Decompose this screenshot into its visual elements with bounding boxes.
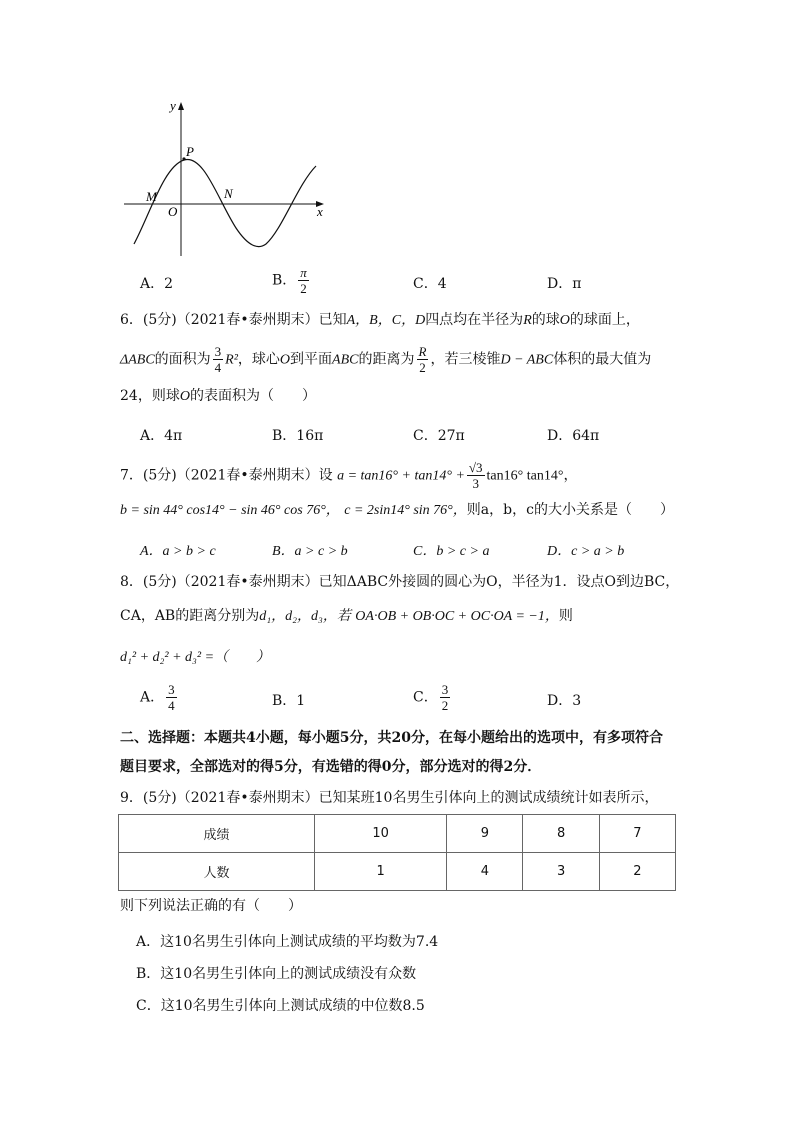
q6-frac-den: 4 xyxy=(214,360,222,375)
q6-option-d: D．64π xyxy=(547,428,600,444)
q8-option-c xyxy=(413,682,452,713)
q6-option-b: B．16π xyxy=(272,428,324,444)
q9-option-b: B．这10名男生引体向上的测试成绩没有众数 xyxy=(136,966,417,982)
q6-line2 xyxy=(120,344,651,375)
q8-option-d: D．3 xyxy=(547,693,582,709)
x-label: x xyxy=(317,204,323,219)
q6-o: O xyxy=(559,313,570,328)
table-cell: 3 xyxy=(523,853,599,891)
table-cell: 7 xyxy=(599,815,675,853)
q6-dabc: D − ABC xyxy=(500,352,554,368)
q7-option-c: C．b > c > a xyxy=(413,544,490,559)
q5-option-d: D．π xyxy=(547,276,582,292)
q6-rfrac-num: R xyxy=(418,344,427,359)
q7-expr-a2: tan16° tan14°， xyxy=(486,468,578,484)
q6-rfrac-den: 2 xyxy=(419,360,426,375)
q7-option-b: B．a > c > b xyxy=(272,544,348,559)
table-row xyxy=(119,815,676,853)
table-cell: 9 xyxy=(447,815,523,853)
q6-text-pyramid: ，若三棱锥 xyxy=(430,351,501,368)
q6-line1 xyxy=(120,310,640,331)
q6-points: A，B，C，D xyxy=(346,313,426,328)
y-label: y xyxy=(170,98,176,113)
q7-stem-start: 7．(5分)（2021春•泰州期末）设 xyxy=(120,467,333,484)
n-label: N xyxy=(224,186,233,201)
section2-line2: 题目要求，全部选对的得5分，有选错的得0分，部分选对的得2分． xyxy=(120,759,542,775)
table-row xyxy=(119,853,676,891)
q9-option-a: A．这10名男生引体向上测试成绩的平均数为7.4 xyxy=(136,934,439,950)
q8-c-num: 3 xyxy=(441,682,449,697)
q7-expr-b: b = sin 44° cos14° − sin 46° cos 76°， xyxy=(120,503,340,518)
q6-stem-start: 6．(5分)（2021春•泰州期末）已知 xyxy=(120,312,347,328)
q7-frac-den: 3 xyxy=(472,476,479,491)
q6-text-center: ，球心 xyxy=(237,351,280,368)
q8-a-den: 4 xyxy=(168,698,175,713)
q9-option-c: C．这10名男生引体向上测试成绩的中位数8.5 xyxy=(136,998,425,1014)
q8-line2 xyxy=(120,606,573,627)
q8-line2-start: CA，AB的距离分别为 xyxy=(120,608,260,624)
q7-expr-a: a = tan16° + tan14° + xyxy=(337,468,465,484)
q8-c-prefix: C． xyxy=(413,689,438,706)
table-cell: 4 xyxy=(447,853,523,891)
q8-c-den: 2 xyxy=(441,698,449,713)
origin-label: O xyxy=(168,204,178,219)
q8-vector-expr: OA·OB + OB·OC + OC·OA = −1， xyxy=(355,609,559,624)
q6-frac-num: 3 xyxy=(214,344,222,359)
q5-b-den: 2 xyxy=(300,281,307,296)
q5-option-b-prefix: B． xyxy=(272,272,297,289)
q7-line1 xyxy=(120,460,577,491)
q6-text-max: 体积的最大值为 xyxy=(553,351,652,368)
q6-line3-start: 24，则球 xyxy=(120,388,180,404)
q6-r: R xyxy=(523,313,532,328)
table-cell: 8 xyxy=(523,815,599,853)
scores-table xyxy=(118,814,676,891)
q7-expr-c: c = 2sin14° sin 76°， xyxy=(344,503,467,518)
q6-option-a: A．4π xyxy=(140,428,183,444)
table-cell: 人数 xyxy=(119,853,315,891)
q8-option-b: B．1 xyxy=(272,693,306,709)
p-label: P xyxy=(186,144,194,159)
q8-a-prefix: A． xyxy=(140,689,165,706)
q6-abc: ABC xyxy=(332,352,359,368)
q7-line2 xyxy=(120,500,674,521)
q7-frac-num: √3 xyxy=(468,460,483,475)
q8-line1: 8．(5分)（2021春•泰州期末）已知ΔABC外接圆的圆心为O，半径为1．设点O到边BC， xyxy=(120,574,680,590)
table-cell: 2 xyxy=(599,853,675,891)
table-cell: 成绩 xyxy=(119,815,315,853)
q9-prompt: 则下列说法正确的有（ ） xyxy=(120,898,302,914)
q6-text-distance: 的距离为 xyxy=(358,351,415,368)
q6-text-ball: 的球 xyxy=(531,312,560,328)
q5-b-num: π xyxy=(300,265,307,280)
q5-option-c: C．4 xyxy=(413,276,447,292)
m-label: M xyxy=(146,189,157,204)
q6-option-c: C．27π xyxy=(413,428,465,444)
q6-o3: O xyxy=(179,389,190,404)
q9-stem: 9．(5分)（2021春•泰州期末）已知某班10名男生引体向上的测试成绩统计如表所示， xyxy=(120,790,659,806)
q6-r-squared: R² xyxy=(225,352,238,368)
q6-o2: O xyxy=(279,352,291,368)
y-axis-arrow xyxy=(178,102,184,110)
q8-a-num: 3 xyxy=(168,682,175,697)
q7-question: 则a，b，c的大小关系是（ ） xyxy=(466,502,674,518)
q5-option-a: A．2 xyxy=(140,276,174,292)
q6-line3-end: 的表面积为（ ） xyxy=(189,388,316,404)
q6-text-area: 的面积为 xyxy=(154,351,211,368)
table-cell: 10 xyxy=(315,815,447,853)
q8-line3: d₁² + d₂² + d₃² =（ ） xyxy=(120,650,271,665)
q6-text-plane: 到平面 xyxy=(290,351,333,368)
q7-option-d: D．c > a > b xyxy=(547,544,625,559)
sine-curve xyxy=(134,159,316,246)
section2-line1: 二、选择题：本题共4小题，每小题5分，共20分，在每小题给出的选项中，有多项符合 xyxy=(120,730,663,746)
sine-graph xyxy=(118,96,338,262)
q6-line3 xyxy=(120,386,316,407)
q8-option-a xyxy=(140,682,179,713)
q7-option-a: A．a > b > c xyxy=(140,544,216,559)
q8-distances: d₁，d₂，d₃，若 xyxy=(259,609,351,624)
table-cell: 1 xyxy=(315,853,447,891)
q5-option-b xyxy=(272,265,311,296)
q6-text-radius: 四点均在半径为 xyxy=(425,312,524,328)
q6-triangle: ΔABC xyxy=(120,352,155,368)
q8-line2-end: 则 xyxy=(558,608,573,624)
q6-text-surface: 的球面上， xyxy=(569,312,640,328)
